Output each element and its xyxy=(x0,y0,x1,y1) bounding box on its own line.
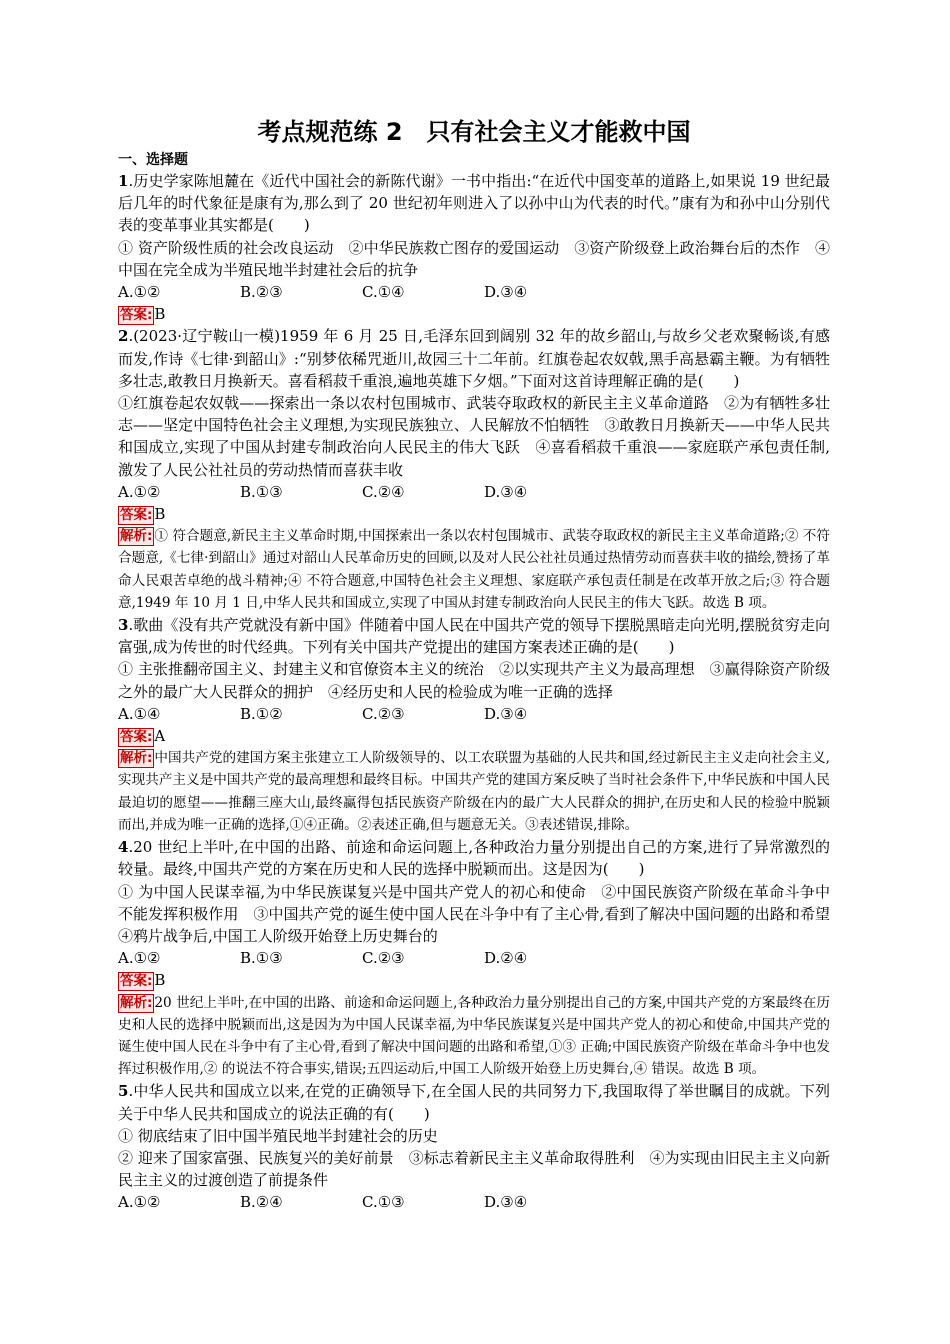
option-b: B.①③ xyxy=(240,949,283,968)
option-c: C.①③ xyxy=(362,1193,405,1212)
option-row xyxy=(118,481,830,503)
answer-tag: 答案: xyxy=(120,729,153,746)
answer-tag: 答案: xyxy=(120,507,153,524)
question-stem xyxy=(118,325,830,392)
option-a: A.①② xyxy=(118,949,161,968)
option-c: C.②④ xyxy=(362,482,405,501)
question-text: .歌曲《没有共产党就没有新中国》伴随着中国人民在中国共产党的领导下摆脱黑暗走向光明,摆脱贫穷走向富强,成为传世的时代经典。下列有关中国共产党提出的建国方案表述正确的是( ) xyxy=(118,616,830,657)
option-d: D.②④ xyxy=(484,949,528,968)
question-text: .(2023·辽宁鞍山一模)1959 年 6 月 25 日,毛泽东回到阔别 32 年的故乡韶山,与故乡父老欢聚畅谈,有感而发,作诗《七律·到韶山》:“别梦依稀咒逝川,故园三十二年前。红旗卷起农奴戟,黑手高悬霸主鞭。为有牺牲多壮志,敢教日月换新天。喜看稻菽千重浪,遍地英雄下夕烟。”下面对这首诗理解正确的是( ) xyxy=(118,327,830,390)
question-text: .20 世纪上半叶,在中国的出路、前途和命运问题上,各种政治力量分别提出自己的方案,进行了异常激烈的较量。最终,中国共产党的方案在历史和人民的选择中脱颖而出。这是因为( ) xyxy=(118,838,830,879)
explanation-text: 中国共产党的建国方案主张建立工人阶级领导的、以工农联盟为基础的人民共和国,经过新民主主义走向社会主义,实现共产主义是中国共产党的最高理想和最终目标。中国共产党的建国方案反映了当时社会条件下,中华民族和中国人民最迫切的愿望——推翻三座大山,最终赢得包括民族资产阶级在内的最广大人民群众的拥护,在历史和人民的检验中脱颖而出,并成为唯一正确的选择,①④正确。②表述正确,但与题意无关。③表述错误,排除。 xyxy=(118,750,830,833)
question-2 xyxy=(118,325,830,614)
explanation-text: ① 符合题意,新民主主义革命时期,中国探索出一条以农村包围城市、武装夺取政权的新民主主义革命道路;② 不符合题意,《七律·到韶山》通过对韶山人民革命历史的回顾,以及对人民公社社员通过热情劳动而喜获丰收的描绘,赞扬了革命人民艰苦卓绝的战斗精神;④ 不符合题意,中国特色社会主义理想、家庭联产承包责任制是在改革开放之后;③ 符合题意,1949 年 10 月 1 日,中华人民共和国成立,实现了中国从封建专制政治向人民民主的伟大飞跃。故选 B 项。 xyxy=(118,528,830,611)
question-items: ① 资产阶级性质的社会改良运动 ②中华民族救亡图存的爱国运动 ③资产阶级登上政治舞台后的杰作 ④中国在完全成为半殖民地半封建社会后的抗争 xyxy=(118,238,830,279)
answer-tag: 答案: xyxy=(120,307,153,324)
option-c: C.②③ xyxy=(362,949,405,968)
option-row xyxy=(118,947,830,969)
explanation-tag: 解析: xyxy=(120,750,153,767)
answer-line xyxy=(118,725,830,747)
question-4 xyxy=(118,836,846,1080)
question-stem xyxy=(118,1080,830,1124)
option-b: B.①③ xyxy=(240,482,283,501)
option-c: C.①④ xyxy=(362,283,405,302)
explanation-text: 20 世纪上半叶,在中国的出路、前途和命运问题上,各种政治力量分别提出自己的方案,中国共产党的方案最终在历史和人民的选择中脱颖而出,这是因为为中国人民谋幸福,为中华民族谋复兴是中国共产党人的初心和使命,中国共产党的诞生使中国人民在斗争中有了主心骨,看到了解决中国问题的出路和希望,①③ 正确;中国民族资产阶级在革命斗争中也发挥过积极作用,② 的说法不符合事实,错误;五四运动后,中国工人阶级开始登上历史舞台,④ 错误。故选 B 项。 xyxy=(118,994,830,1078)
explanation xyxy=(118,525,830,614)
option-d: D.③④ xyxy=(484,704,528,723)
option-c: C.②③ xyxy=(362,704,405,723)
question-number: 3 xyxy=(118,616,129,635)
option-row xyxy=(118,703,830,725)
answer-tag: 答案: xyxy=(120,973,153,990)
question-5 xyxy=(118,1080,830,1213)
explanation-tag: 解析: xyxy=(120,994,153,1011)
option-row xyxy=(118,281,830,303)
answer-line xyxy=(118,969,830,991)
option-b: B.②③ xyxy=(240,283,283,302)
question-items: ①红旗卷起农奴戟——探索出一条以农村包围城市、武装夺取政权的新民主主义革命道路 ②为有牺牲多壮志——坚定中国特色社会主义理想,为实现民族独立、人民解放不怕牺牲 ③敢教日月换新天——中华人民共和国成立,实现了中国从封建专制政治向人民民主的伟大飞跃 ④喜看稻菽千重浪——家庭联产承包责任制,激发了人民公社社员的劳动热情而喜获丰收 xyxy=(118,394,830,479)
option-a: A.①② xyxy=(118,1193,161,1212)
option-d: D.③④ xyxy=(484,482,528,501)
question-items: ① 为中国人民谋幸福,为中华民族谋复兴是中国共产党人的初心和使命 ②中国民族资产阶级在革命斗争中不能发挥积极作用 ③中国共产党的诞生使中国人民在斗争中有了主心骨,看到了解决中国问题的出路和希望 ④鸦片战争后,中国工人阶级开始登上历史舞台的 xyxy=(118,882,846,945)
option-b: B.①② xyxy=(240,704,283,723)
answer-line xyxy=(118,503,830,525)
answer-line xyxy=(118,303,830,325)
question-items: ① 彻底结束了旧中国半殖民地半封建社会的历史 ② 迎来了国家富强、民族复兴的美好前景 ③标志着新民主主义革命取得胜利 ④为实现由旧民主主义向新民主主义的过渡创造了前提条件 xyxy=(118,1126,830,1190)
explanation xyxy=(118,747,830,836)
answer-value: B xyxy=(154,971,166,990)
answer-value: A xyxy=(154,727,166,746)
option-a: A.①② xyxy=(118,482,161,501)
option-d: D.③④ xyxy=(484,1193,528,1212)
option-a: A.①④ xyxy=(118,704,161,723)
question-1 xyxy=(118,170,830,325)
question-number: 1 xyxy=(118,172,129,190)
section-heading: 一、选择题 xyxy=(118,152,188,168)
document-page xyxy=(118,112,846,1214)
answer-value: B xyxy=(154,305,166,324)
explanation-tag: 解析: xyxy=(120,528,153,545)
question-text: .中华人民共和国成立以来,在党的正确领导下,在全国人民的共同努力下,我国取得了举世瞩目的成就。下列关于中华人民共和国成立的说法正确的有( ) xyxy=(118,1082,830,1123)
question-number: 5 xyxy=(118,1082,129,1101)
page-title: 考点规范练 2 只有社会主义才能救中国 xyxy=(257,118,691,146)
option-b: B.②④ xyxy=(240,1193,283,1212)
question-stem xyxy=(118,170,830,237)
question-stem xyxy=(118,836,830,880)
option-row xyxy=(118,1191,830,1213)
option-a: A.①② xyxy=(118,283,161,302)
option-d: D.③④ xyxy=(484,283,528,302)
question-text: .历史学家陈旭麓在《近代中国社会的新陈代谢》一书中指出:“在近代中国变革的道路上,如果说 19 世纪最后几年的时代象征是康有为,那么到了 20 世纪初年则进入了以孙中山为代表的时代。”康有为和孙中山分别代表的变革事业其实都是( ) xyxy=(118,172,830,235)
question-number: 2 xyxy=(118,327,129,346)
question-items: ① 主张推翻帝国主义、封建主义和官僚资本主义的统治 ②以实现共产主义为最高理想 ③赢得除资产阶级之外的最广大人民群众的拥护 ④经历史和人民的检验成为唯一正确的选择 xyxy=(118,660,830,701)
answer-value: B xyxy=(154,505,166,524)
question-stem xyxy=(118,614,830,658)
question-number: 4 xyxy=(118,838,129,857)
explanation xyxy=(118,992,830,1081)
question-3 xyxy=(118,614,830,836)
